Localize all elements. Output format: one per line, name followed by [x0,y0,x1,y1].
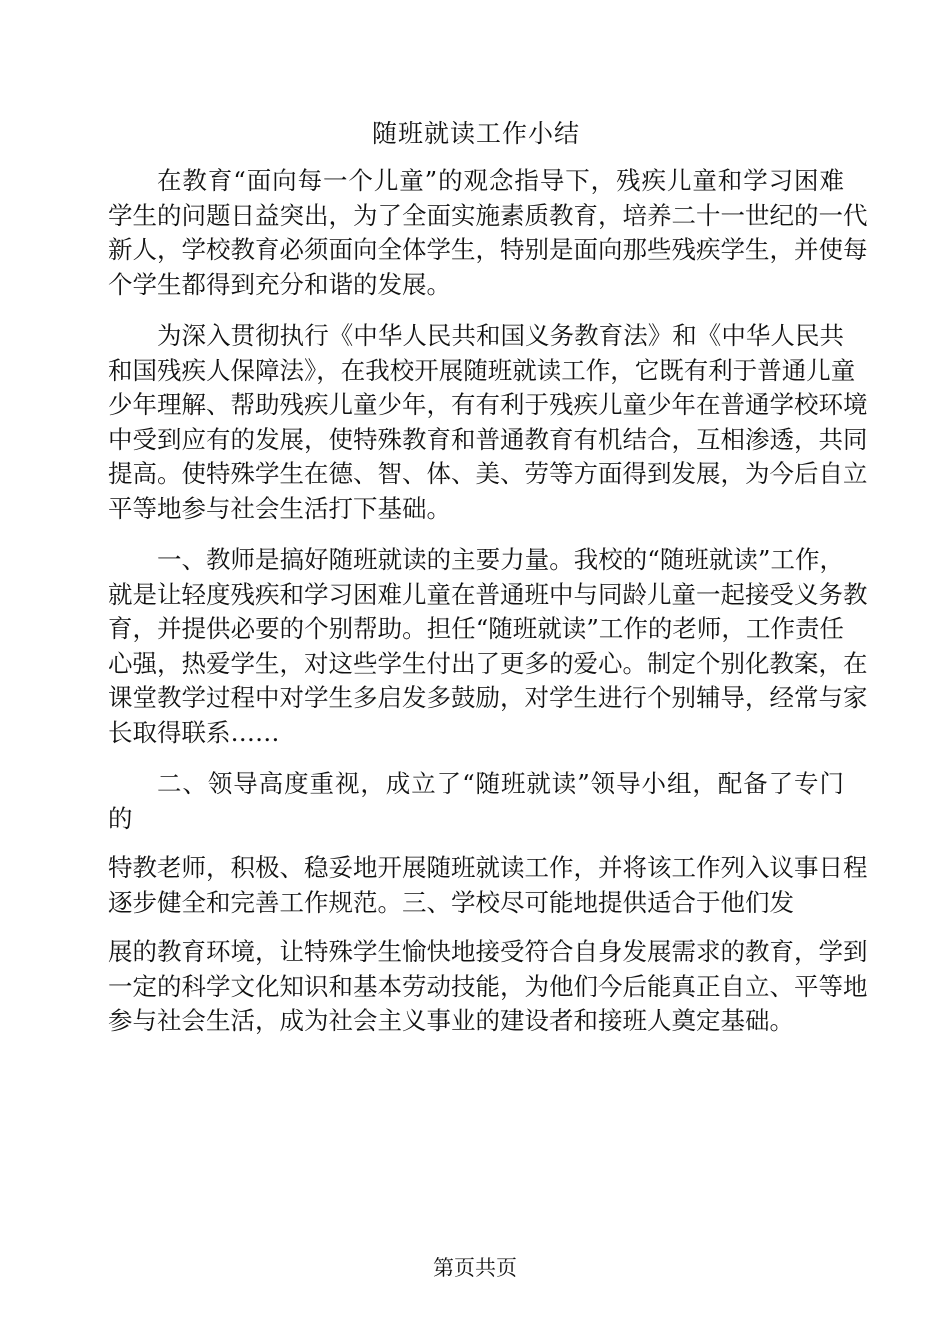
paragraph-line: 个学生都得到充分和谐的发展。 [108,269,451,299]
paragraph-line: 一定的科学文化知识和基本劳动技能，为他们今后能真正自立、平等地 [108,971,868,1001]
paragraph-line: 为深入贯彻执行《中华人民共和国义务教育法》和《中华人民共 [157,321,844,350]
paragraph-2 [108,319,868,526]
paragraph-line: 的 [108,803,133,833]
paragraph-line: 课堂教学过程中对学生多启发多鼓励，对学生进行个别辅导，经常与家 [108,683,868,712]
paragraph-line: 就是让轻度残疾和学习困难儿童在普通班中与同龄儿童一起接受义务教 [108,579,868,609]
paragraph-line: 逐步健全和完善工作规范。三、学校尽可能地提供适合于他们发 [108,887,794,917]
paragraph-line: 育，并提供必要的个别帮助。担任“随班就读”工作的老师，工作责任 [108,614,844,643]
paragraph-line: 中受到应有的发展，使特殊教育和普通教育有机结合，互相渗透，共同 [108,424,868,454]
paragraph-5 [108,851,868,920]
paragraph-line: 新人，学校教育必须面向全体学生，特别是面向那些残疾学生，并使每 [108,235,868,264]
paragraph-3 [108,543,868,750]
paragraph-line: 提高。使特殊学生在德、智、体、美、劳等方面得到发展，为今后自立 [108,459,868,488]
document-page [108,112,868,1039]
paragraph-line: 心强，热爱学生，对这些学生付出了更多的爱心。制定个别化教案，在 [108,648,868,678]
paragraph-line: 参与社会生活，成为社会主义事业的建设者和接班人奠定基础。 [108,1006,794,1035]
paragraph-1 [108,164,868,302]
paragraph-line: 平等地参与社会生活打下基础。 [108,493,451,523]
paragraph-line: 在教育“面向每一个儿童”的观念指导下，残疾儿童和学习困难 [157,166,844,195]
paragraph-line: 少年理解、帮助残疾儿童少年，有有利于残疾儿童少年在普通学校环境 [108,390,868,419]
paragraph-line: 二、领导高度重视，成立了“随班就读”领导小组，配备了专门 [157,769,844,798]
paragraph-line: 学生的问题日益突出，为了全面实施素质教育，培养二十一世纪的一代 [108,200,868,230]
paragraph-4 [108,767,844,836]
paragraph-line: 特教老师，积极、稳妥地开展随班就读工作，并将该工作列入议事日程 [108,853,868,882]
page-footer: 第页共页 [433,1256,517,1280]
paragraph-line: 一、教师是搞好随班就读的主要力量。我校的“随班就读”工作， [157,545,844,574]
paragraph-line: 展的教育环境，让特殊学生愉快地接受符合自身发展需求的教育，学到 [108,937,868,966]
document-title: 随班就读工作小结 [371,119,580,148]
paragraph-6 [108,935,868,1039]
paragraph-line: 长取得联系…… [108,717,280,747]
paragraph-line: 和国残疾人保障法》，在我校开展随班就读工作，它既有利于普通儿童 [108,355,856,385]
